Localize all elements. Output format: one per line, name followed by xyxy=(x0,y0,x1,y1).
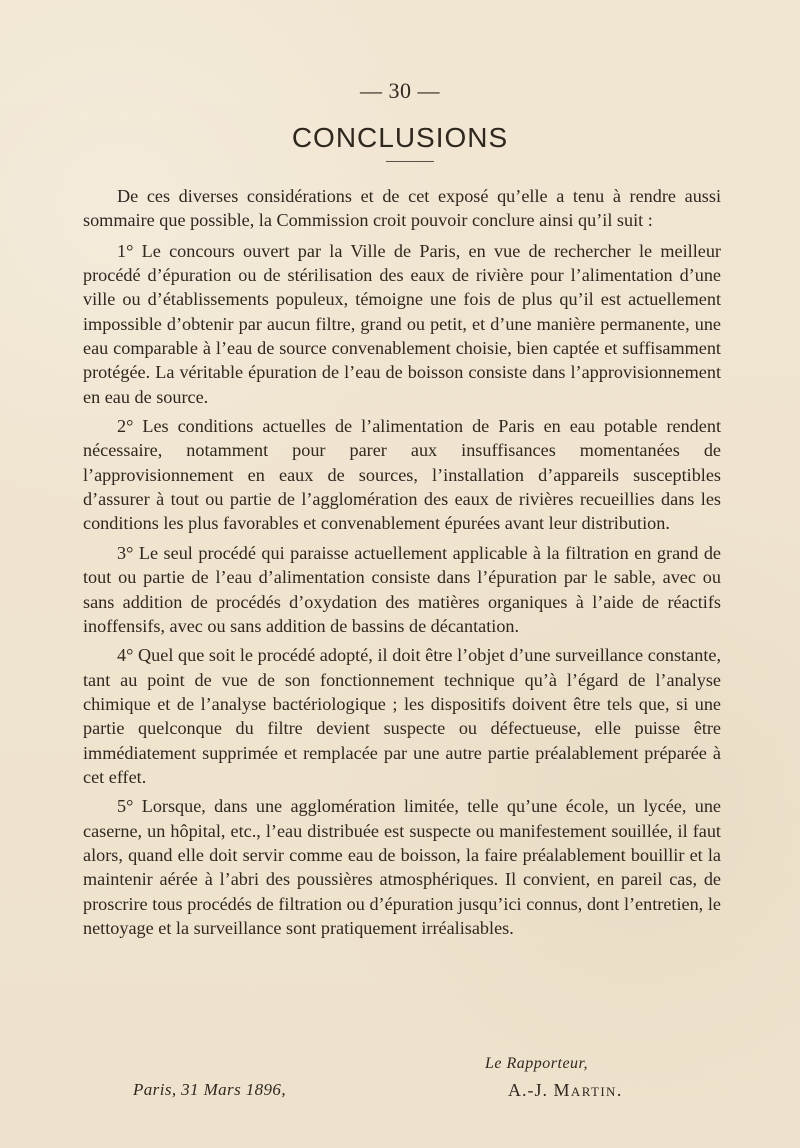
conclusion-paragraph-4: 4° Quel que soit le procédé adopté, il doit être l’objet d’une surveillance constante, tant au point de vue de son fonctionnement technique qu’à l’égard de l’analyse chimique et de l’analyse bactériologique ; les dispositifs doivent être tels que, si une partie quelconque du filtre devient suspecte ou défectueuse, elle puisse être immédiatement supprimée et remplacée par une autre partie préalablement préparée à cet effet. xyxy=(83,645,721,787)
signature-date: Paris, 31 Mars 1896, xyxy=(133,1080,286,1099)
title-divider xyxy=(386,161,434,162)
conclusion-paragraph-5: 5° Lorsque, dans une agglomération limitée, telle qu’une école, un lycée, une caserne, un hôpital, etc., l’eau distribuée est suspecte ou manifestement souillée, il faut alors, quand elle doit servir comme eau de boisson, la faire préalablement bouillir et la maintenir aérée à l’abri des poussières atmosphériques. Il convient, en pareil cas, de proscrire tous procédés de filtration ou d’épuration jusqu’ici connus, dont l’entretien, le nettoyage et la surveillance sont pratiquement irréalisables. xyxy=(83,796,721,938)
conclusion-paragraph-3: 3° Le seul procédé qui paraisse actuellement applicable à la filtration en grand de tout ou partie de l’eau d’alimentation consiste dans l’épuration par le sable, avec ou sans addition de procédés d’oxydation des matières organiques à l’aide de réactifs inoffensifs, avec ou sans addition de bassins de décantation. xyxy=(83,542,721,636)
conclusion-paragraph-2: 2° Les conditions actuelles de l’alimentation de Paris en eau potable rendent nécessaire, notamment pour parer aux insuffisances momentanées de l’approvisionnement en eaux de sources, l’installation d’appareils susceptibles d’assurer à tout ou partie de l’agglomération des eaux de rivières recueillies dans les conditions les plus favorables et convenablement épurées avant leur distribution. xyxy=(83,416,721,534)
page-number: — 30 — xyxy=(360,78,440,103)
rapporteur-label: Le Rapporteur, xyxy=(485,1055,588,1072)
conclusion-paragraph-1: 1° Le concours ouvert par la Ville de Paris, en vue de rechercher le meilleur procédé d’épuration ou de stérilisation des eaux de rivière pour l’alimentation d’une ville ou d’établissements populeux, témoigne une fois de plus qu’il est actuellement impossible d’obtenir par aucun filtre, grand ou petit, et d’une manière permanente, une eau comparable à l’eau de source convenablement choisie, bien captée et suffisamment protégée. La véritable épuration de l’eau de boisson consiste dans l’approvisionnement en eau de source. xyxy=(83,240,721,407)
page-title: CONCLUSIONS xyxy=(291,122,509,153)
author-surname: Martin. xyxy=(553,1080,623,1100)
author-name xyxy=(508,1080,623,1101)
intro-paragraph: De ces diverses considérations et de cet exposé qu’elle a tenu à rendre aussi sommaire que possible, la Commission croit pouvoir conclure ainsi qu’il suit : xyxy=(83,186,721,231)
conclusions-body xyxy=(83,184,721,940)
author-initials: A.-J. xyxy=(508,1080,548,1100)
